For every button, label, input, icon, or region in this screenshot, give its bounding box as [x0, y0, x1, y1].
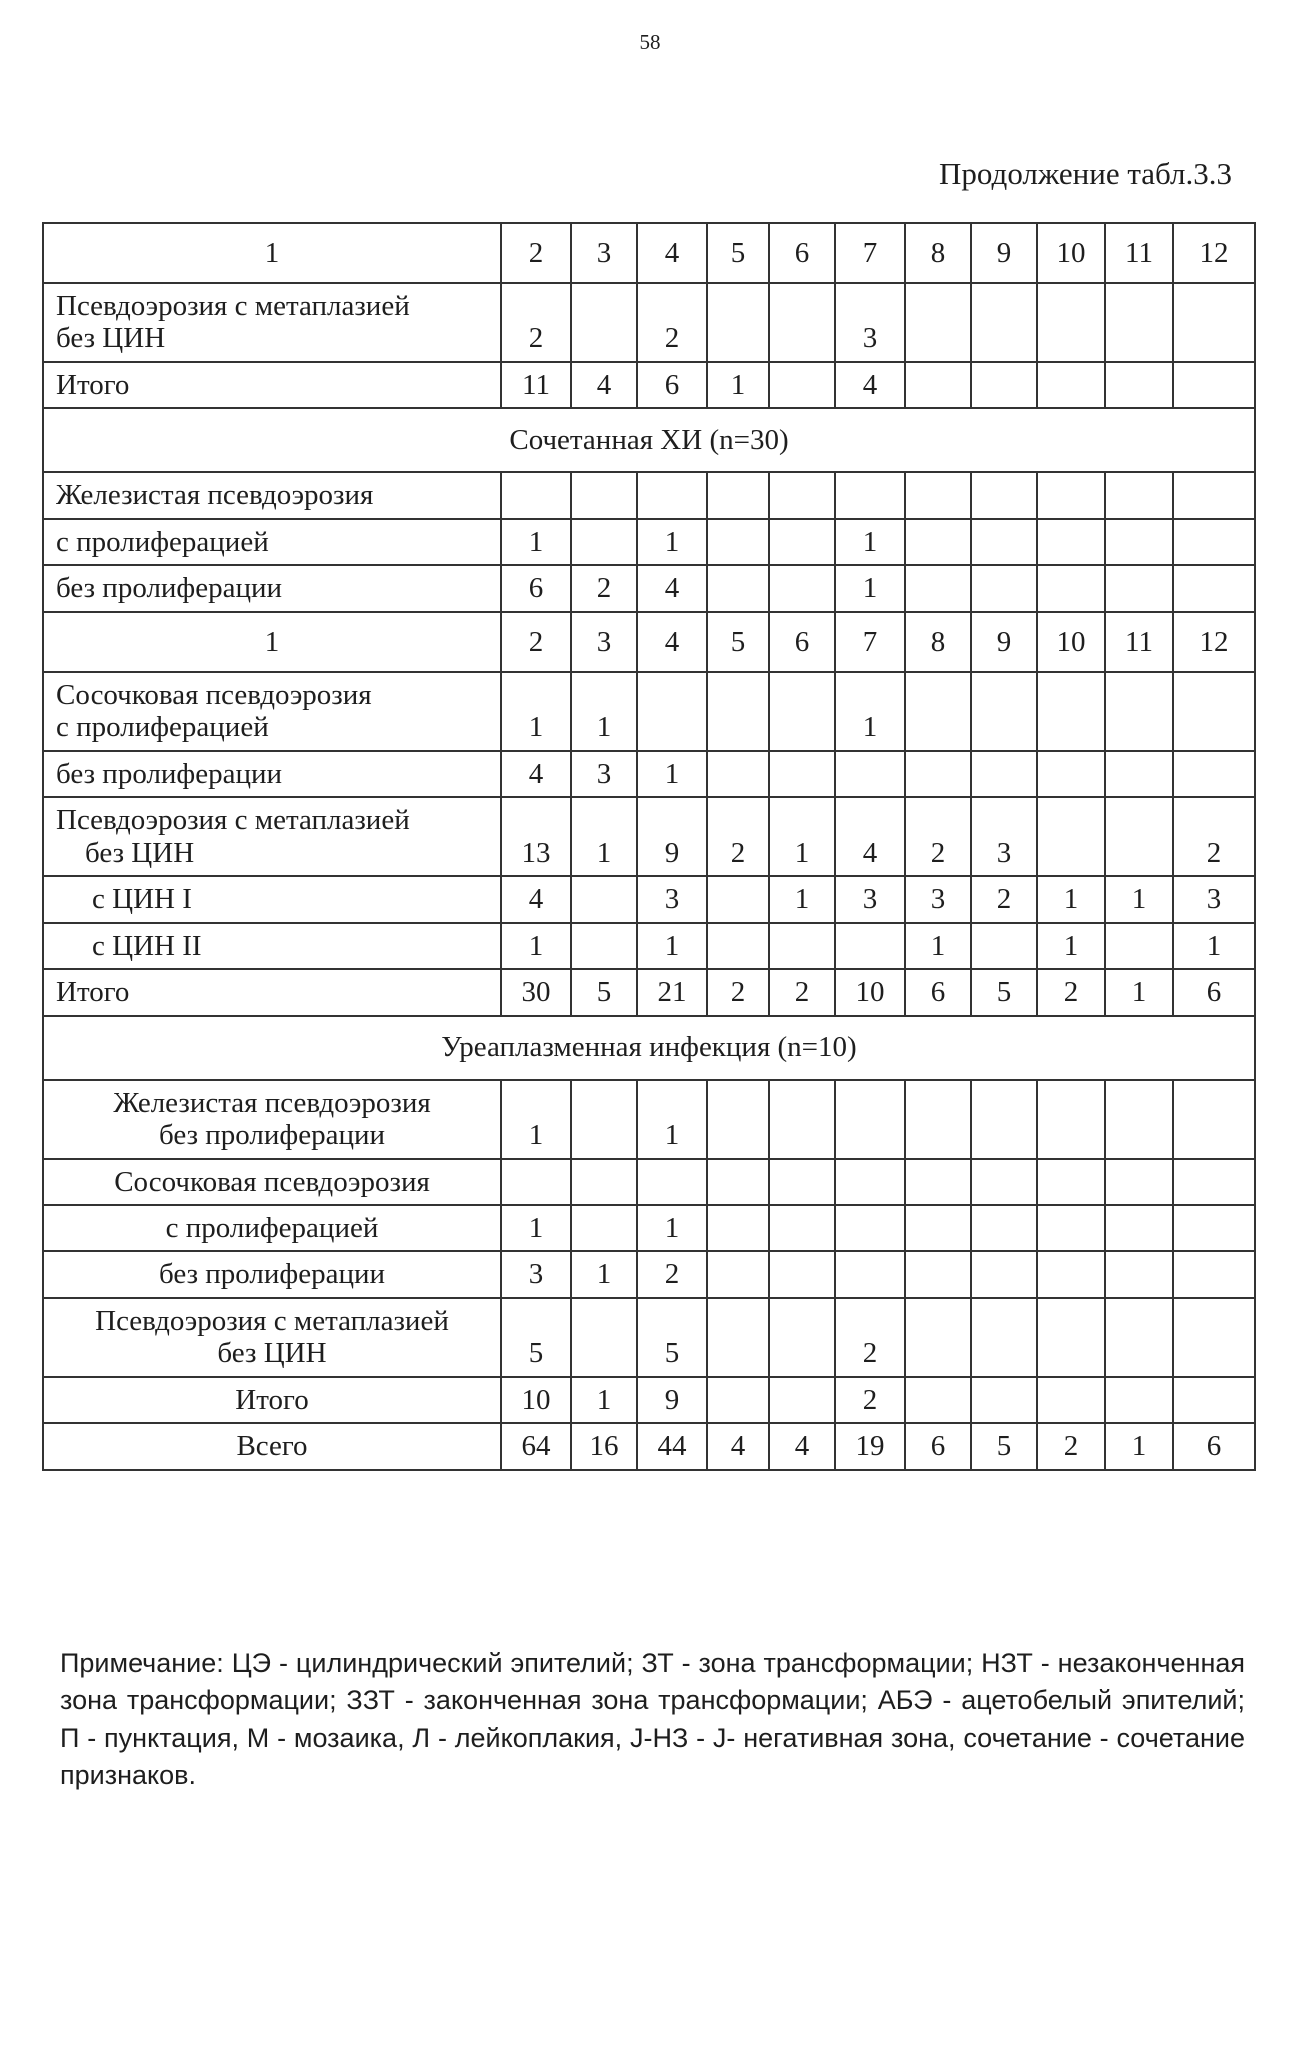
value-cell	[905, 472, 971, 518]
column-number-cell: 11	[1105, 612, 1173, 672]
column-number-cell: 4	[637, 612, 707, 672]
value-cell: 1	[501, 923, 571, 969]
value-cell	[971, 362, 1037, 408]
value-cell	[769, 1298, 835, 1377]
column-number-cell: 7	[835, 612, 905, 672]
value-cell: 5	[971, 1423, 1037, 1469]
value-cell: 19	[835, 1423, 905, 1469]
table-row	[43, 1298, 1255, 1377]
value-cell	[1173, 672, 1255, 751]
value-cell	[1037, 1298, 1105, 1377]
value-cell	[835, 923, 905, 969]
column-number-cell: 6	[769, 612, 835, 672]
table-row	[43, 1377, 1255, 1423]
value-cell	[905, 1377, 971, 1423]
value-cell	[501, 1159, 571, 1205]
column-number-cell: 7	[835, 223, 905, 283]
group-title: Уреаплазменная инфекция (n=10)	[43, 1016, 1255, 1080]
table-row	[43, 362, 1255, 408]
table-row	[43, 876, 1255, 922]
value-cell	[1105, 751, 1173, 797]
value-cell	[905, 1159, 971, 1205]
value-cell	[637, 672, 707, 751]
value-cell	[769, 1159, 835, 1205]
value-cell	[1037, 1159, 1105, 1205]
column-number-cell: 12	[1173, 223, 1255, 283]
value-cell	[971, 751, 1037, 797]
value-cell	[971, 565, 1037, 611]
value-cell	[707, 1298, 769, 1377]
value-cell: 1	[637, 1080, 707, 1159]
value-cell: 21	[637, 969, 707, 1015]
value-cell: 4	[769, 1423, 835, 1469]
value-cell: 1	[1105, 969, 1173, 1015]
value-cell	[971, 1205, 1037, 1251]
row-label: Всего	[43, 1423, 501, 1469]
value-cell	[1105, 1159, 1173, 1205]
value-cell: 2	[501, 283, 571, 362]
value-cell	[835, 1205, 905, 1251]
row-label: без пролиферации	[43, 565, 501, 611]
value-cell: 2	[637, 1251, 707, 1297]
value-cell	[769, 672, 835, 751]
column-number-cell: 12	[1173, 612, 1255, 672]
row-label: Итого	[43, 969, 501, 1015]
table-row	[43, 472, 1255, 518]
value-cell	[835, 1080, 905, 1159]
value-cell	[571, 1080, 637, 1159]
value-cell: 9	[637, 1377, 707, 1423]
value-cell: 64	[501, 1423, 571, 1469]
value-cell	[1037, 472, 1105, 518]
value-cell: 6	[501, 565, 571, 611]
value-cell	[1105, 472, 1173, 518]
value-cell	[1173, 283, 1255, 362]
value-cell	[707, 1205, 769, 1251]
value-cell: 4	[637, 565, 707, 611]
value-cell: 1	[835, 565, 905, 611]
table-row	[43, 923, 1255, 969]
value-cell	[707, 1159, 769, 1205]
value-cell: 5	[971, 969, 1037, 1015]
value-cell	[905, 1205, 971, 1251]
value-cell: 11	[501, 362, 571, 408]
column-number-cell: 5	[707, 223, 769, 283]
value-cell	[1173, 1205, 1255, 1251]
value-cell: 6	[1173, 1423, 1255, 1469]
value-cell	[1105, 1377, 1173, 1423]
value-cell	[971, 1080, 1037, 1159]
value-cell	[571, 283, 637, 362]
value-cell	[1105, 1251, 1173, 1297]
value-cell: 3	[971, 797, 1037, 876]
value-cell	[905, 519, 971, 565]
value-cell: 3	[571, 751, 637, 797]
value-cell: 1	[1037, 923, 1105, 969]
value-cell	[835, 751, 905, 797]
value-cell	[637, 1159, 707, 1205]
value-cell: 1	[1173, 923, 1255, 969]
value-cell: 1	[769, 876, 835, 922]
row-label: с ЦИН II	[43, 923, 501, 969]
value-cell: 3	[637, 876, 707, 922]
value-cell	[571, 1159, 637, 1205]
value-cell	[501, 472, 571, 518]
value-cell: 3	[835, 876, 905, 922]
value-cell	[1037, 1377, 1105, 1423]
value-cell: 5	[571, 969, 637, 1015]
row-label: с пролиферацией	[43, 1205, 501, 1251]
value-cell	[1173, 1377, 1255, 1423]
row-label: Псевдоэрозия с метаплазией без ЦИН	[43, 1298, 501, 1377]
column-number-cell: 9	[971, 612, 1037, 672]
value-cell: 13	[501, 797, 571, 876]
value-cell	[769, 283, 835, 362]
value-cell	[905, 283, 971, 362]
value-cell	[1105, 1298, 1173, 1377]
value-cell	[769, 923, 835, 969]
value-cell	[905, 672, 971, 751]
table-row	[43, 1251, 1255, 1297]
value-cell	[905, 1251, 971, 1297]
value-cell	[971, 283, 1037, 362]
value-cell: 1	[1105, 1423, 1173, 1469]
column-number-cell: 11	[1105, 223, 1173, 283]
value-cell	[1105, 1205, 1173, 1251]
column-number-cell: 8	[905, 223, 971, 283]
value-cell: 1	[637, 751, 707, 797]
value-cell	[971, 1298, 1037, 1377]
value-cell	[1173, 565, 1255, 611]
column-number-cell: 4	[637, 223, 707, 283]
value-cell: 5	[501, 1298, 571, 1377]
value-cell: 10	[835, 969, 905, 1015]
value-cell: 2	[971, 876, 1037, 922]
value-cell	[1173, 1298, 1255, 1377]
value-cell: 3	[1173, 876, 1255, 922]
value-cell: 1	[905, 923, 971, 969]
column-number-cell: 1	[43, 223, 501, 283]
value-cell: 6	[905, 1423, 971, 1469]
value-cell: 6	[905, 969, 971, 1015]
value-cell: 4	[501, 751, 571, 797]
row-label: с пролиферацией	[43, 519, 501, 565]
column-number-cell: 10	[1037, 223, 1105, 283]
value-cell: 1	[637, 923, 707, 969]
value-cell	[971, 1377, 1037, 1423]
data-table	[42, 222, 1256, 1471]
table-row	[43, 1423, 1255, 1469]
table-row	[43, 565, 1255, 611]
row-label: без пролиферации	[43, 751, 501, 797]
value-cell	[835, 1251, 905, 1297]
row-label: Железистая псевдоэрозия без пролиферации	[43, 1080, 501, 1159]
value-cell: 1	[707, 362, 769, 408]
value-cell	[905, 565, 971, 611]
value-cell: 2	[769, 969, 835, 1015]
table-row	[43, 283, 1255, 362]
group-title: Сочетанная ХИ (n=30)	[43, 408, 1255, 472]
value-cell	[1037, 1205, 1105, 1251]
value-cell	[905, 1298, 971, 1377]
group-header-row	[43, 1016, 1255, 1080]
value-cell	[905, 362, 971, 408]
value-cell: 5	[637, 1298, 707, 1377]
value-cell	[1173, 751, 1255, 797]
value-cell: 10	[501, 1377, 571, 1423]
group-header-row	[43, 408, 1255, 472]
value-cell: 3	[905, 876, 971, 922]
value-cell	[571, 519, 637, 565]
column-number-cell: 2	[501, 612, 571, 672]
value-cell	[1037, 751, 1105, 797]
value-cell	[1037, 672, 1105, 751]
value-cell	[1105, 672, 1173, 751]
value-cell: 1	[835, 672, 905, 751]
value-cell: 3	[835, 283, 905, 362]
value-cell: 1	[571, 797, 637, 876]
value-cell: 1	[571, 1377, 637, 1423]
row-label: Псевдоэрозия с метаплазией без ЦИН	[43, 797, 501, 876]
row-label: с ЦИН I	[43, 876, 501, 922]
value-cell: 1	[1037, 876, 1105, 922]
row-label: без пролиферации	[43, 1251, 501, 1297]
value-cell: 9	[637, 797, 707, 876]
value-cell	[707, 283, 769, 362]
column-number-cell: 6	[769, 223, 835, 283]
value-cell	[707, 876, 769, 922]
value-cell: 2	[835, 1298, 905, 1377]
value-cell	[637, 472, 707, 518]
page-number: 58	[639, 30, 661, 54]
value-cell: 4	[571, 362, 637, 408]
value-cell: 1	[501, 1080, 571, 1159]
value-cell: 1	[501, 1205, 571, 1251]
value-cell: 1	[571, 672, 637, 751]
value-cell: 4	[501, 876, 571, 922]
value-cell	[1173, 1080, 1255, 1159]
row-label: Сосочковая псевдоэрозия	[43, 1159, 501, 1205]
value-cell	[971, 1159, 1037, 1205]
value-cell: 2	[835, 1377, 905, 1423]
value-cell: 44	[637, 1423, 707, 1469]
value-cell	[971, 672, 1037, 751]
value-cell	[1173, 362, 1255, 408]
value-cell	[971, 472, 1037, 518]
value-cell	[1105, 923, 1173, 969]
value-cell	[1037, 283, 1105, 362]
table-continuation-label: Продолжение табл.3.3	[939, 156, 1232, 191]
value-cell: 3	[501, 1251, 571, 1297]
value-cell: 1	[571, 1251, 637, 1297]
value-cell	[1037, 797, 1105, 876]
value-cell	[1037, 519, 1105, 565]
column-number-cell: 5	[707, 612, 769, 672]
value-cell	[1037, 1251, 1105, 1297]
value-cell: 1	[501, 672, 571, 751]
value-cell	[769, 1205, 835, 1251]
value-cell	[1105, 1080, 1173, 1159]
value-cell: 4	[707, 1423, 769, 1469]
value-cell: 1	[637, 519, 707, 565]
column-number-cell: 9	[971, 223, 1037, 283]
value-cell: 6	[1173, 969, 1255, 1015]
row-label: Железистая псевдоэрозия	[43, 472, 501, 518]
value-cell	[835, 1159, 905, 1205]
value-cell	[707, 565, 769, 611]
value-cell	[1173, 1251, 1255, 1297]
table-row	[43, 797, 1255, 876]
value-cell	[707, 1377, 769, 1423]
value-cell	[571, 472, 637, 518]
value-cell: 4	[835, 797, 905, 876]
table-header-row	[43, 612, 1255, 672]
value-cell	[1105, 519, 1173, 565]
column-number-cell: 2	[501, 223, 571, 283]
table-note: Примечание: ЦЭ - цилиндрический эпителий; ЗТ - зона трансформации; НЗТ - незаконченная зона трансформации; ЗЗТ - законченная зона трансформации; АБЭ - ацетобелый эпителий; П - пунктация, М - мозаика, Л - лейкоплакия, J-НЗ - J- негативная зона, сочетание - сочетание признаков.	[60, 1648, 1245, 1790]
value-cell	[707, 472, 769, 518]
table-row	[43, 519, 1255, 565]
value-cell	[1173, 1159, 1255, 1205]
value-cell: 4	[835, 362, 905, 408]
column-number-cell: 1	[43, 612, 501, 672]
value-cell	[769, 519, 835, 565]
value-cell: 1	[835, 519, 905, 565]
table-body	[43, 223, 1255, 1470]
value-cell	[1037, 565, 1105, 611]
value-cell	[769, 1377, 835, 1423]
value-cell: 6	[637, 362, 707, 408]
value-cell	[769, 1080, 835, 1159]
value-cell: 16	[571, 1423, 637, 1469]
table-row	[43, 1159, 1255, 1205]
value-cell	[707, 519, 769, 565]
value-cell	[1105, 797, 1173, 876]
table-row	[43, 969, 1255, 1015]
column-number-cell: 3	[571, 612, 637, 672]
value-cell	[1173, 519, 1255, 565]
value-cell	[1105, 565, 1173, 611]
value-cell: 1	[1105, 876, 1173, 922]
value-cell: 2	[707, 969, 769, 1015]
value-cell	[571, 1205, 637, 1251]
value-cell: 2	[707, 797, 769, 876]
value-cell	[905, 751, 971, 797]
value-cell	[769, 362, 835, 408]
value-cell	[905, 1080, 971, 1159]
value-cell	[1037, 1080, 1105, 1159]
table-row	[43, 751, 1255, 797]
value-cell	[1105, 362, 1173, 408]
value-cell	[971, 1251, 1037, 1297]
value-cell	[835, 472, 905, 518]
column-number-cell: 8	[905, 612, 971, 672]
table-row	[43, 672, 1255, 751]
row-label: Псевдоэрозия с метаплазией без ЦИН	[43, 283, 501, 362]
column-number-cell: 3	[571, 223, 637, 283]
value-cell: 30	[501, 969, 571, 1015]
table-header-row	[43, 223, 1255, 283]
row-label: Сосочковая псевдоэрозия с пролиферацией	[43, 672, 501, 751]
value-cell: 2	[1037, 1423, 1105, 1469]
column-number-cell: 10	[1037, 612, 1105, 672]
value-cell: 1	[637, 1205, 707, 1251]
value-cell	[1173, 472, 1255, 518]
value-cell: 1	[769, 797, 835, 876]
value-cell	[707, 1080, 769, 1159]
value-cell	[769, 565, 835, 611]
value-cell	[769, 472, 835, 518]
table-row	[43, 1205, 1255, 1251]
value-cell	[769, 1251, 835, 1297]
value-cell	[971, 519, 1037, 565]
value-cell	[571, 876, 637, 922]
value-cell: 2	[571, 565, 637, 611]
value-cell	[707, 923, 769, 969]
value-cell	[707, 751, 769, 797]
value-cell	[571, 1298, 637, 1377]
value-cell	[971, 923, 1037, 969]
value-cell: 2	[637, 283, 707, 362]
value-cell	[769, 751, 835, 797]
value-cell	[707, 672, 769, 751]
table-row	[43, 1080, 1255, 1159]
row-label: Итого	[43, 1377, 501, 1423]
value-cell	[571, 923, 637, 969]
value-cell	[1105, 283, 1173, 362]
value-cell	[1037, 362, 1105, 408]
value-cell: 2	[1173, 797, 1255, 876]
row-label: Итого	[43, 362, 501, 408]
value-cell: 1	[501, 519, 571, 565]
value-cell: 2	[1037, 969, 1105, 1015]
value-cell: 2	[905, 797, 971, 876]
value-cell	[707, 1251, 769, 1297]
